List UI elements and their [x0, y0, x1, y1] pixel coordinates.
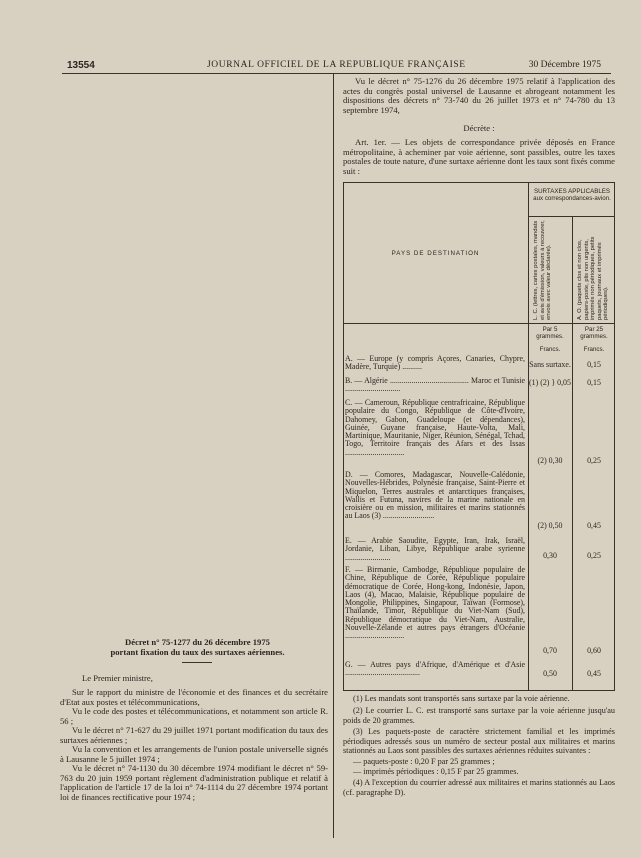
row-lc-value: 0,50 — [543, 669, 557, 678]
col-country-header: PAYS DE DESTINATION — [391, 250, 480, 257]
decrete-heading: Décrète : — [463, 123, 495, 133]
footnote-3b: — imprimés périodiques : 0,15 F par 25 grammes. — [353, 767, 519, 776]
row-ao-value: 0,15 — [587, 378, 601, 387]
header-rule — [62, 73, 611, 74]
footnote-4: (4) A l'exception du courrier adressé aux militaires et marins stationnés au Laos (cf. paragraphe D). — [343, 778, 615, 797]
title-rule — [182, 662, 212, 663]
per-ao: Par 25 grammes. — [580, 326, 608, 340]
table-row: C. — Cameroun, République centrafricaine, République populaire du Congo, République de Côte-d'Ivoire, Dahomey, Gabon, Guadeloupe (et dépendances), Guinée, Guyane française, Haute-Volta, Mali, Martinique, Mauritanie, Niger, Réunion, Sénégal, Tchad, Togo, Territoire français des Afars et des Issas .............................. — [345, 398, 525, 457]
table-row: G. — Autres pays d'Afrique, d'Amérique et d'Asie ...................................... — [345, 660, 525, 678]
row-ao-value: 0,25 — [587, 456, 601, 465]
row-lc-value: 0,30 — [543, 551, 557, 560]
footnote-2: (2) Le courrier L. C. est transporté sans surtaxe par la voie aérienne jusqu'au poids de 20 grammes. — [343, 706, 615, 725]
row-lc-value: (2) 0,30 — [537, 456, 563, 465]
row-ao-value: 0,45 — [587, 669, 601, 678]
row-ao-value: 0,45 — [587, 521, 601, 530]
article-1: Art. 1er. — Les objets de correspondance privée déposés en France métropolitaine, à acheminer par voie aérienne, sont passibles, outre les taxes postales de toute nature, d'une surtaxe aérienne dont les taux sont fixés comme suit : — [343, 137, 615, 176]
col-group-header: SURTAXES APPLICABLES aux correspondances-avion. — [533, 188, 611, 202]
decree-subtitle: portant fixation du taux des surtaxes aériennes. — [110, 647, 285, 657]
footnote-3: (3) Les paquets-poste de caractère strictement familial et les imprimés périodiques adressés sous un numéro de secteur postal aux militaires et marins stationnés au Laos sont passibles des surtaxes aériennes réduites suivantes : — [343, 727, 615, 755]
table-header-rule-2 — [343, 323, 615, 324]
footnote-3a: — paquets-poste : 0,20 F par 25 grammes ; — [353, 757, 495, 766]
table-row: F. — Birmanie, Cambodge, République populaire de Chine, République de Corée, République populaire démocratique de Corée, Hong-kong, Indonésie, Japon, Laos (4), Macao, Malaisie, République populaire de Mongolie, Philippines, Singapour, Taïwan (Formose), Thaïlande, Timor, République du Viet-Nam (Sud), République démocratique du Viet-Nam, Australie, Nouvelle-Zélande et autres pays étrangers d'Océanie .............................. — [345, 565, 525, 641]
per-lc: Par 5 grammes. — [536, 326, 564, 340]
preamble-rapport: Sur le rapport du ministre de l'économie et des finances et du secrétaire d'Etat aux postes et télécommunications, — [60, 687, 328, 707]
row-lc-value: (1) (2) } 0,05 — [529, 378, 571, 387]
row-lc-value: (2) 0,50 — [537, 521, 563, 530]
col-ao-header: A. O. (paquets clos et non clos, papiers-poste, plis non urgents, imprimés non périodiques, petits paquets, journaux et imprimés périodiques). — [577, 236, 610, 320]
table-col-rule-2 — [572, 216, 573, 691]
table-row: A. — Europe (y compris Açores, Canaries, Chypre, Madère, Turquie) .......... — [345, 354, 525, 372]
preamble-decret-1975: Vu le décret n° 75-1276 du 26 décembre 1975 relatif à l'application des actes du congrès postal universel de Lausanne et abrogeant notamment les dispositions des décrets n° 73-740 du 26 juillet 1973 et n° 74-780 du 13 septembre 1974, — [343, 76, 615, 115]
preamble-convention: Vu la convention et les arrangements de l'union postale universelle signés à Lausanne le 5 juillet 1974 ; — [60, 744, 328, 764]
page-number: 13554 — [67, 60, 95, 71]
table-row: E. — Arabie Saoudite, Egypte, Iran, Irak, Israël, Jordanie, Liban, Libye, République arabe syrienne ....................... — [345, 536, 525, 562]
decree-title: Décret n° 75-1277 du 26 décembre 1975 — [125, 637, 270, 647]
table-row: D. — Comores, Madagascar, Nouvelle-Calédonie, Nouvelles-Hébrides, Polynésie française, Saint-Pierre et Miquelon, Terres australes et antarctiques françaises, Wallis et Futuna, navires de la marine nationale en croisière ou en mission, militaires et marins stationnés au Laos (3) .......................... — [345, 470, 525, 521]
unit-lc: Francs. — [539, 346, 561, 353]
table-header-rule-1 — [528, 216, 615, 217]
row-ao-value: 0,15 — [587, 360, 601, 369]
row-lc-value: 0,70 — [543, 646, 557, 655]
row-lc-value: Sans surtaxe. — [529, 360, 571, 369]
preamble-decret-1971: Vu le décret n° 71-627 du 29 juillet 1971 portant modification du taux des surtaxes aériennes ; — [60, 725, 328, 745]
col-lc-header: L. C. (lettres, cartes postales, mandats et avis d'émission, valeurs à recouvrer, envois avec valeur déclarée). — [533, 220, 553, 320]
page-header — [62, 58, 611, 74]
row-ao-value: 0,25 — [587, 551, 601, 560]
row-ao-value: 0,60 — [587, 646, 601, 655]
table-row: B. — Algérie ........................................ Maroc et Tunisie ............................ — [345, 376, 525, 394]
unit-ao: Francs. — [583, 346, 605, 353]
table-col-rule-1 — [528, 182, 529, 691]
issue-date: 30 Décembre 1975 — [528, 60, 601, 70]
preamble-code: Vu le code des postes et télécommunications, et notamment son article R. 56 ; — [60, 706, 328, 726]
column-divider — [333, 73, 334, 838]
journal-title: JOURNAL OFFICIEL DE LA REPUBLIQUE FRANÇAISE — [207, 60, 466, 70]
preamble-premier-ministre: Le Premier ministre, — [82, 673, 153, 683]
footnote-1: (1) Les mandats sont transportés sans surtaxe par la voie aérienne. — [353, 694, 570, 703]
preamble-decret-1974: Vu le décret n° 74-1130 du 30 décembre 1974 modifiant le décret n° 59-763 du 20 juin 1959 portant règlement d'administration publique et relatif à l'application de l'article 17 de la loi n° 74-1114 du 27 décembre 1974 portant loi de finances rectificative pour 1974 ; — [60, 763, 328, 802]
